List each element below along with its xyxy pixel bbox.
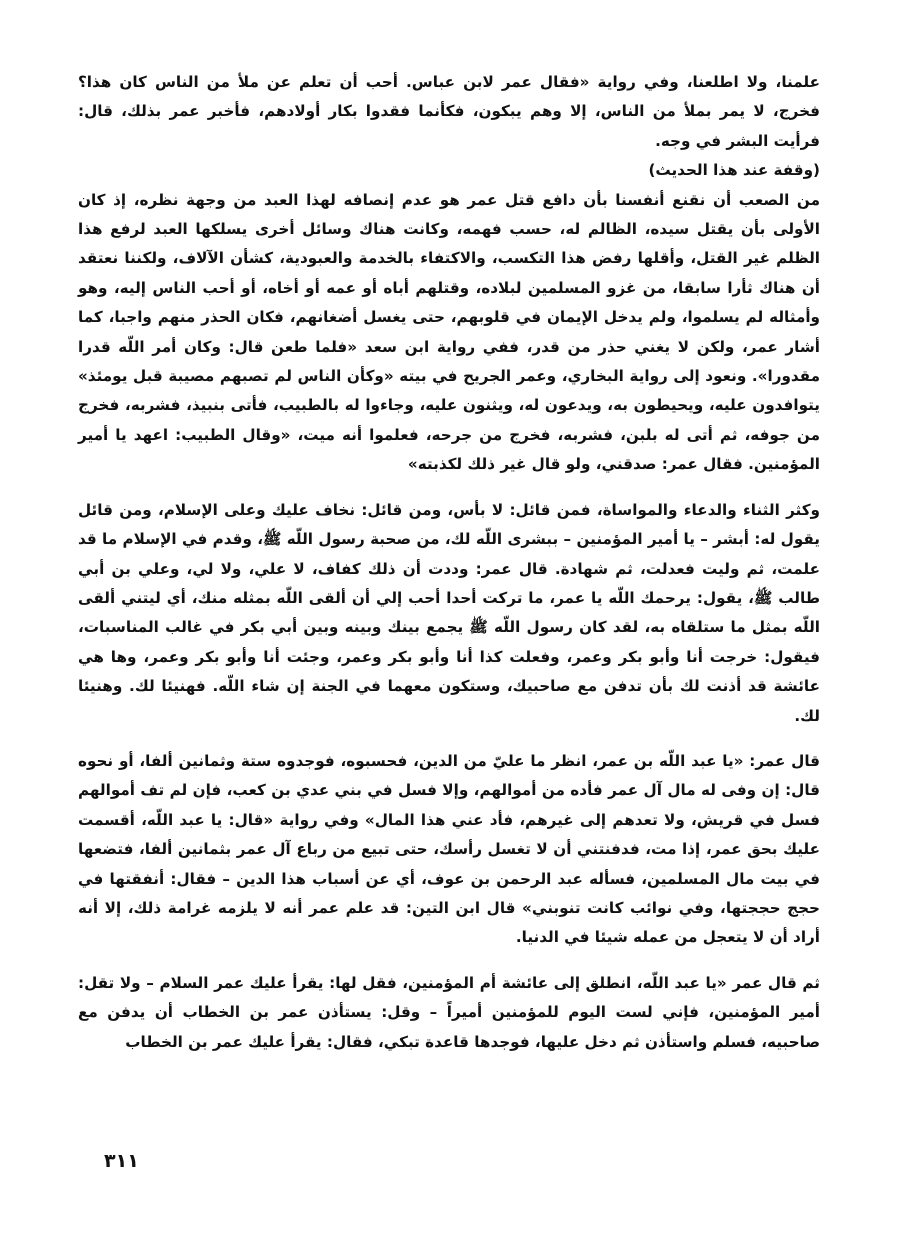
paragraph-continuation: علمنا، ولا اطلعنا، وفي رواية «فقال عمر لابن عباس. أحب أن تعلم عن ملأ من الناس كان هذا؟ فخرج، لا يمر بملأ من الناس، إلا وهم يبكون، فكأنما فقدوا بكار أولادهم، فأخبر عمر بذلك، قال: فرأيت البشر في وجه.: [78, 73, 820, 150]
section-heading: (وقفة عند هذا الحديث): [648, 161, 820, 180]
paragraph-commentary: من الصعب أن نقنع أنفسنا بأن دافع قتل عمر هو عدم إنصافه لهذا العبد من وجهة نظره، إذ كان الأولى بأن يقتل سيده، الظالم له، حسب فهمه، وكانت هناك وسائل أخرى يسلكها العبد لرفع هذا الظلم غير القتل، وأقلها رفض هذا التكسب، والاكتفاء بالخدمة والعبودية، كشأن الآلاف، ولكننا نعتقد أن هناك ثأرا سابقا، من غزو المسلمين لبلاده، وقتلهم أباه أو عمه أو أخاه، أو أحب الناس إليه، وهو وأمثاله لم يسلموا، ولم يدخل الإيمان في قلوبهم، حتى يغسل أضغانهم، فكان الحذر منهم واجبا، كما أشار عمر، ولكن لا يغني حذر من قدر، ففي رواية ابن سعد «فلما طعن قال: وكان أمر اللّه قدرا مقدورا». ونعود إلى رواية البخاري، وعمر الجريح في بيته «وكأن الناس لم تصبهم مصيبة قبل يومئذ» يتوافدون عليه، ويحيطون به، ويدعون له، ويثنون عليه، وجاءوا له بالطبيب، فأتى بنبيذ، فشربه، فخرج من جوفه، ثم أتى له بلبن، فشربه، فخرج من جرحه، فعلموا أنه ميت، «وقال الطبيب: اعهد يا أمير المؤمنين. فقال عمر: صدقني، ولو قال غير ذلك لكذبته»: [78, 190, 820, 474]
paragraph-aisha: ثم قال عمر «يا عبد اللّه، انطلق إلى عائشة أم المؤمنين، فقل لها: يقرأ عليك عمر السلام – ولا تقل: أمير المؤمنين، فإني لست اليوم للمؤمنين أميراً – وقل: يستأذن عمر بن الخطاب أن يدفن مع صاحبيه، فسلم واستأذن ثم دخل عليها، فوجدها قاعدة تبكي، فقال: يقرأ عليك عمر بن الخطاب: [78, 973, 820, 1051]
paragraph-debt: قال عمر: «يا عبد اللّه بن عمر، انظر ما عليّ من الدين، فحسبوه، فوجدوه ستة وثمانين ألفا، أو نحوه قال: إن وفى له مال آل عمر فأده من أموالهم، وإلا فسل في بني عدي بن كعب، فإن لم تف أموالهم فسل في قريش، ولا تعدهم إلى غيرهم، فأد عني هذا المال» وفي رواية «قال: يا عبد اللّه، أقسمت عليك بحق عمر، إذا مت، فدفنتني أن لا تغسل رأسك، حتى تبيع من رباع آل عمر بثمانين ألفا، فتضعها في بيت مال المسلمين، فسأله عبد الرحمن بن عوف، أي عن أسباب هذا الدين – فقال: أنفقتها في حجج حججتها، وفي نوائب كانت تنوبني» قال ابن التين: قد علم عمر أنه لا يلزمه غرامة ذلك، إلا أنه أراد أن لا يتعجل من عمله شيئا في الدنيا.: [78, 751, 820, 947]
page-body: [78, 68, 820, 1057]
paragraph-praise: وكثر الثناء والدعاء والمواساة، فمن قائل: لا بأس، ومن قائل: نخاف عليك وعلى الإسلام، ومن قائل يقول له: أبشر – يا أمير المؤمنين – ببشرى اللّه لك، من صحبة رسول اللّه ﷺ، وقدم في الإسلام ما قد علمت، ثم وليت فعدلت، ثم شهادة. قال عمر: وددت أن ذلك كفاف، لا علي، ولا لي، وعلي بن أبي طالب ﷺ، يقول: يرحمك اللّه يا عمر، ما تركت أحدا أحب إلي أن ألقى اللّه بمثله منك، أي ليتني ألقى اللّه بمثل ما ستلقاه به، لقد كان رسول اللّه ﷺ يجمع بينك وبينه وبين أبي بكر في غالب المناسبات، فيقول: خرجت أنا وأبو بكر وعمر، وفعلت كذا أنا وأبو بكر وعمر، وجئت أنا وأبو بكر وعمر، وها هي عائشة قد أذنت لك بأن تدفن مع صاحبيك، وستكون معهما في الجنة إن شاء اللّه. فهنيئا لك. وهنيئا لك.: [78, 500, 820, 725]
page-number: ٣١١: [104, 1150, 139, 1172]
